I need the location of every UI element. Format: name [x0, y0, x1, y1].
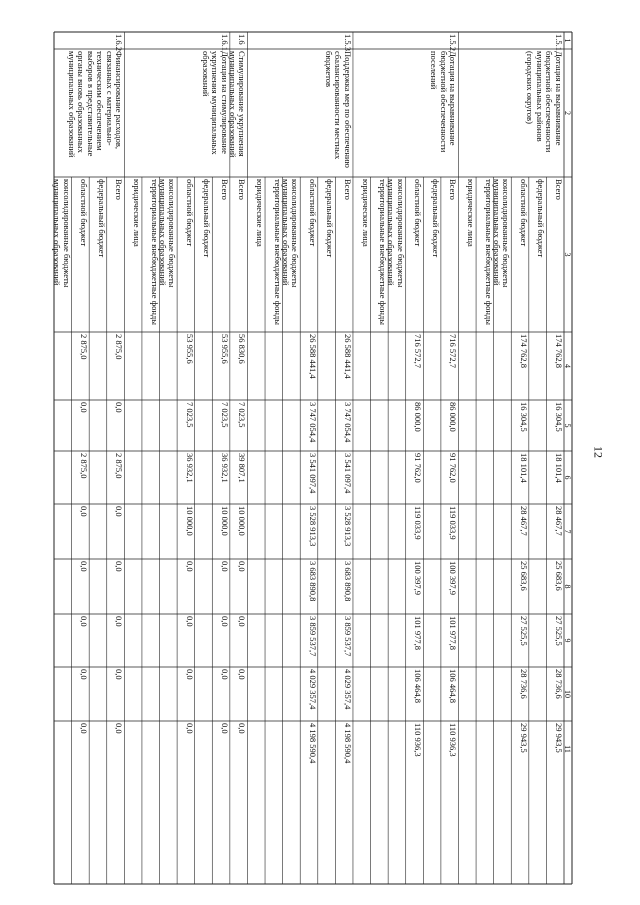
amount-cell: 0,0 — [237, 616, 248, 627]
amount-cell — [459, 504, 477, 559]
amount-cell: 0,0 — [237, 561, 248, 572]
amount-cell: 0,0 — [219, 669, 230, 680]
amount-cell — [476, 721, 494, 777]
amount-cell — [318, 667, 336, 721]
amount-cell — [142, 614, 160, 667]
amount-cell — [124, 614, 142, 667]
amount-cell: 28 736,6 — [554, 669, 564, 699]
amount-cell — [283, 400, 301, 451]
amount-cell: 0,0 — [237, 669, 248, 680]
amount-cell: 2 875,0 — [114, 334, 125, 360]
amount-cell — [423, 614, 441, 667]
funding-source: консолидированные бюджеты муниципальных образований — [280, 179, 301, 288]
amount-cell — [318, 721, 336, 777]
amount-cell — [371, 559, 389, 614]
amount-cell: 0,0 — [79, 506, 90, 517]
amount-cell — [388, 667, 406, 721]
amount-cell — [54, 504, 72, 559]
amount-cell — [529, 559, 547, 614]
amount-cell — [371, 400, 389, 451]
amount-cell — [195, 614, 213, 667]
amount-cell: 3 747 054,4 — [307, 402, 318, 443]
amount-cell — [160, 332, 178, 400]
row-code: 1.5.1 — [554, 34, 564, 51]
amount-cell: 4 198 590,4 — [342, 723, 353, 764]
amount-cell — [423, 332, 441, 400]
amount-cell — [247, 504, 265, 559]
amount-cell: 0,0 — [79, 616, 90, 627]
amount-cell — [353, 559, 371, 614]
amount-cell: 119 033,9 — [448, 506, 459, 540]
amount-cell — [283, 614, 301, 667]
amount-cell — [494, 504, 512, 559]
amount-cell — [318, 614, 336, 667]
funding-source: федеральный бюджет — [96, 179, 107, 258]
amount-cell: 100 397,9 — [413, 561, 424, 595]
amount-cell: 27 525,5 — [518, 616, 529, 646]
amount-cell: 27 525,5 — [554, 616, 564, 646]
amount-cell: 7 023,5 — [184, 402, 195, 428]
funding-source: федеральный бюджет — [536, 179, 547, 258]
amount-cell — [265, 504, 283, 559]
amount-cell: 3 859 537,7 — [307, 616, 318, 657]
amount-cell — [476, 559, 494, 614]
amount-cell — [283, 451, 301, 504]
amount-cell: 26 588 441,4 — [307, 334, 318, 379]
funding-source: консолидированные бюджеты муниципальных образований — [491, 179, 512, 288]
amount-cell: 174 762,8 — [554, 334, 564, 368]
amount-cell — [247, 400, 265, 451]
amount-cell — [54, 667, 72, 721]
funding-source: федеральный бюджет — [325, 179, 336, 258]
amount-cell — [353, 451, 371, 504]
amount-cell: 91 762,0 — [413, 453, 424, 483]
amount-cell: 0,0 — [219, 561, 230, 572]
amount-cell — [318, 559, 336, 614]
amount-cell: 3 683 890,8 — [342, 561, 353, 602]
amount-cell — [388, 504, 406, 559]
amount-cell — [459, 332, 477, 400]
amount-cell — [494, 332, 512, 400]
amount-cell — [371, 451, 389, 504]
amount-cell: 2 875,0 — [79, 453, 90, 479]
amount-cell — [388, 721, 406, 777]
amount-cell — [54, 332, 72, 400]
amount-cell — [283, 721, 301, 777]
funding-source: Всего — [554, 179, 564, 200]
funding-source: федеральный бюджет — [202, 179, 213, 258]
amount-cell — [195, 332, 213, 400]
amount-cell — [247, 667, 265, 721]
amount-cell — [124, 504, 142, 559]
amount-cell — [494, 559, 512, 614]
amount-cell: 10 000,0 — [219, 506, 230, 536]
amount-cell: 4 029 357,4 — [307, 669, 318, 710]
column-number-header: 5 — [563, 423, 573, 428]
amount-cell — [265, 667, 283, 721]
amount-cell: 0,0 — [79, 402, 90, 413]
amount-cell — [459, 667, 477, 721]
funding-source: юридические лица — [131, 179, 142, 247]
amount-cell: 0,0 — [184, 561, 195, 572]
column-number-header: 6 — [563, 475, 573, 480]
amount-cell — [353, 504, 371, 559]
amount-cell — [476, 667, 494, 721]
amount-cell — [318, 332, 336, 400]
amount-cell — [371, 614, 389, 667]
row-name: Дотации на стимулирование укрупнения муниципальных образований — [200, 51, 230, 155]
amount-cell — [265, 614, 283, 667]
funding-source: юридические лица — [255, 179, 266, 247]
amount-cell: 110 936,3 — [448, 723, 459, 757]
amount-cell: 3 541 097,4 — [307, 453, 318, 494]
column-number-header: 4 — [563, 364, 573, 368]
amount-cell: 36 932,1 — [184, 453, 195, 483]
amount-cell — [388, 451, 406, 504]
amount-cell — [195, 504, 213, 559]
amount-cell — [265, 721, 283, 777]
amount-cell: 0,0 — [79, 723, 90, 734]
row-code: 1.5.2 — [448, 34, 459, 51]
amount-cell: 716 572,7 — [448, 334, 459, 368]
amount-cell — [388, 332, 406, 400]
amount-cell: 28 467,7 — [518, 506, 529, 536]
funding-source: Всего — [219, 179, 230, 200]
funding-source: областной бюджет — [184, 179, 195, 247]
amount-cell — [494, 721, 512, 777]
amount-cell: 0,0 — [237, 723, 248, 734]
amount-cell — [89, 614, 107, 667]
amount-cell: 91 762,0 — [448, 453, 459, 483]
amount-cell: 3 747 054,4 — [342, 402, 353, 443]
amount-cell — [160, 451, 178, 504]
funding-source: Всего — [237, 179, 248, 200]
amount-cell: 2 875,0 — [114, 453, 125, 479]
amount-cell — [353, 614, 371, 667]
amount-cell — [247, 451, 265, 504]
amount-cell — [388, 614, 406, 667]
row-name: Дотация на выравнивание бюджетной обеспеченности поселений — [429, 51, 459, 153]
row-code: 1.6.2 — [114, 34, 125, 51]
amount-cell — [89, 504, 107, 559]
amount-cell: 25 683,6 — [518, 561, 529, 591]
amount-cell — [423, 559, 441, 614]
row-code: 1.5.3 — [342, 34, 353, 51]
amount-cell — [89, 332, 107, 400]
amount-cell — [459, 559, 477, 614]
amount-cell — [265, 400, 283, 451]
amount-cell — [195, 667, 213, 721]
amount-cell — [247, 614, 265, 667]
amount-cell: 0,0 — [114, 561, 125, 572]
column-number-header: 8 — [563, 584, 573, 589]
amount-cell — [124, 559, 142, 614]
funding-source: областной бюджет — [307, 179, 318, 247]
amount-cell: 106 464,8 — [448, 669, 459, 703]
amount-cell — [89, 400, 107, 451]
amount-cell — [459, 721, 477, 777]
amount-cell — [89, 559, 107, 614]
funding-source: территориальные внебюджетные фонды — [149, 179, 160, 325]
amount-cell — [160, 667, 178, 721]
amount-cell — [318, 504, 336, 559]
funding-source: областной бюджет — [413, 179, 424, 247]
amount-cell — [247, 332, 265, 400]
row-name: Финансирование расходов, связанных с материально-техническим обеспечением выборов в представительные органы вновь образованных муниципальных образований — [66, 51, 125, 158]
amount-cell: 716 572,7 — [413, 334, 424, 368]
amount-cell — [318, 451, 336, 504]
amount-cell: 106 464,8 — [413, 669, 424, 703]
amount-cell — [529, 614, 547, 667]
amount-cell — [318, 400, 336, 451]
page-number: 12 — [591, 446, 606, 458]
amount-cell: 86 000,0 — [448, 402, 459, 432]
column-number-header: 10 — [563, 690, 573, 698]
column-number-header: 9 — [563, 638, 573, 643]
amount-cell: 3 541 097,4 — [342, 453, 353, 494]
amount-cell: 110 936,3 — [413, 723, 424, 757]
amount-cell — [124, 451, 142, 504]
amount-cell — [142, 721, 160, 777]
amount-cell — [371, 667, 389, 721]
amount-cell: 0,0 — [219, 723, 230, 734]
amount-cell — [160, 721, 178, 777]
amount-cell: 56 830,6 — [237, 334, 248, 364]
funding-source: территориальные внебюджетные фонды — [272, 179, 283, 325]
amount-cell: 101 977,8 — [413, 616, 424, 650]
amount-cell — [89, 721, 107, 777]
amount-cell — [124, 667, 142, 721]
amount-cell: 0,0 — [79, 561, 90, 572]
amount-cell: 26 588 441,4 — [342, 334, 353, 379]
amount-cell — [476, 504, 494, 559]
funding-source: территориальные внебюджетные фонды — [378, 179, 389, 325]
amount-cell — [195, 721, 213, 777]
amount-cell: 0,0 — [114, 506, 125, 517]
amount-cell — [476, 451, 494, 504]
amount-cell — [388, 400, 406, 451]
amount-cell: 25 683,6 — [554, 561, 564, 591]
amount-cell — [423, 504, 441, 559]
amount-cell: 0,0 — [79, 669, 90, 680]
column-number-header: 11 — [563, 745, 573, 753]
row-code: 1.6 — [237, 34, 248, 45]
amount-cell — [283, 332, 301, 400]
amount-cell: 4 198 590,4 — [307, 723, 318, 764]
amount-cell — [283, 504, 301, 559]
amount-cell — [529, 332, 547, 400]
amount-cell — [265, 451, 283, 504]
amount-cell: 18 101,4 — [518, 453, 529, 483]
amount-cell: 0,0 — [114, 669, 125, 680]
amount-cell — [529, 667, 547, 721]
amount-cell — [160, 400, 178, 451]
amount-cell: 36 932,1 — [219, 453, 230, 483]
amount-cell: 86 000,0 — [413, 402, 424, 432]
amount-cell — [529, 721, 547, 777]
table-text-layer — [54, 32, 572, 884]
column-number-header: 7 — [563, 529, 573, 534]
amount-cell — [247, 721, 265, 777]
amount-cell: 100 397,9 — [448, 561, 459, 595]
funding-source: Всего — [342, 179, 353, 200]
column-number-header: 1 — [563, 38, 573, 43]
amount-cell — [195, 451, 213, 504]
amount-cell: 3 859 537,7 — [342, 616, 353, 657]
amount-cell — [459, 614, 477, 667]
amount-cell — [142, 504, 160, 559]
amount-cell — [54, 721, 72, 777]
amount-cell — [142, 559, 160, 614]
amount-cell — [353, 667, 371, 721]
amount-cell — [89, 667, 107, 721]
amount-cell — [423, 721, 441, 777]
amount-cell — [124, 400, 142, 451]
amount-cell — [195, 400, 213, 451]
amount-cell: 119 033,9 — [413, 506, 424, 540]
amount-cell: 18 101,4 — [554, 453, 564, 483]
amount-cell — [371, 332, 389, 400]
amount-cell: 174 762,8 — [518, 334, 529, 368]
funding-source: консолидированные бюджеты муниципальных образований — [52, 179, 72, 288]
amount-cell: 101 977,8 — [448, 616, 459, 650]
row-code: 1.6.1 — [219, 34, 230, 51]
amount-cell — [494, 667, 512, 721]
amount-cell — [124, 721, 142, 777]
row-name: Стимулирование укрупнения муниципальных образований — [227, 51, 248, 158]
funding-source: областной бюджет — [518, 179, 529, 247]
amount-cell: 10 000,0 — [237, 506, 248, 536]
funding-source: Всего — [448, 179, 459, 200]
amount-cell: 29 943,5 — [554, 723, 564, 753]
amount-cell — [142, 451, 160, 504]
amount-cell: 28 736,6 — [518, 669, 529, 699]
amount-cell: 7 023,5 — [219, 402, 230, 428]
amount-cell — [54, 451, 72, 504]
amount-cell: 16 304,5 — [554, 402, 564, 432]
funding-source: территориальные внебюджетные фонды — [483, 179, 494, 325]
amount-cell — [142, 400, 160, 451]
amount-cell — [54, 614, 72, 667]
amount-cell — [494, 400, 512, 451]
amount-cell — [265, 332, 283, 400]
amount-cell: 4 029 357,4 — [342, 669, 353, 710]
amount-cell: 0,0 — [114, 616, 125, 627]
amount-cell — [371, 504, 389, 559]
amount-cell — [476, 614, 494, 667]
funding-source: юридические лица — [360, 179, 371, 247]
column-number-header: 3 — [563, 252, 573, 257]
amount-cell — [247, 559, 265, 614]
amount-cell: 16 304,5 — [518, 402, 529, 432]
amount-cell: 28 467,7 — [554, 506, 564, 536]
amount-cell — [283, 559, 301, 614]
amount-cell: 53 955,6 — [219, 334, 230, 364]
amount-cell — [265, 559, 283, 614]
amount-cell — [423, 400, 441, 451]
amount-cell — [142, 332, 160, 400]
funding-source: юридические лица — [466, 179, 477, 247]
amount-cell — [283, 667, 301, 721]
amount-cell — [388, 559, 406, 614]
amount-cell — [353, 721, 371, 777]
funding-source: областной бюджет — [79, 179, 90, 247]
rotated-table-layer — [54, 32, 572, 884]
amount-cell: 3 528 913,3 — [342, 506, 353, 547]
amount-cell: 0,0 — [184, 723, 195, 734]
amount-cell: 53 955,6 — [184, 334, 195, 364]
amount-cell — [160, 559, 178, 614]
amount-cell — [124, 332, 142, 400]
budget-table — [54, 32, 572, 884]
funding-source: консолидированные бюджеты муниципальных образований — [157, 179, 178, 288]
amount-cell — [529, 400, 547, 451]
column-number-header: 2 — [563, 111, 573, 115]
amount-cell: 0,0 — [219, 616, 230, 627]
amount-cell — [494, 451, 512, 504]
row-name: Дотация на выравнивание бюджетной обеспеченности муниципальных районов (городских округов) — [525, 51, 564, 153]
amount-cell — [529, 451, 547, 504]
amount-cell — [494, 614, 512, 667]
amount-cell: 10 000,0 — [184, 506, 195, 536]
amount-cell — [89, 451, 107, 504]
amount-cell: 7 023,5 — [237, 402, 248, 428]
amount-cell — [423, 451, 441, 504]
amount-cell — [476, 400, 494, 451]
amount-cell: 0,0 — [184, 616, 195, 627]
amount-cell — [195, 559, 213, 614]
amount-cell: 29 943,5 — [518, 723, 529, 753]
amount-cell — [353, 400, 371, 451]
amount-cell: 0,0 — [114, 402, 125, 413]
amount-cell — [160, 504, 178, 559]
amount-cell — [353, 332, 371, 400]
amount-cell: 3 528 913,3 — [307, 506, 318, 547]
funding-source: Всего — [114, 179, 125, 200]
amount-cell — [54, 559, 72, 614]
amount-cell — [459, 451, 477, 504]
amount-cell — [160, 614, 178, 667]
funding-source: федеральный бюджет — [430, 179, 441, 258]
amount-cell — [142, 667, 160, 721]
amount-cell: 3 683 890,8 — [307, 561, 318, 602]
amount-cell: 39 807,1 — [237, 453, 248, 483]
amount-cell — [54, 400, 72, 451]
amount-cell — [476, 332, 494, 400]
amount-cell — [459, 400, 477, 451]
amount-cell — [529, 504, 547, 559]
amount-cell — [371, 721, 389, 777]
amount-cell: 0,0 — [184, 669, 195, 680]
amount-cell: 2 875,0 — [79, 334, 90, 360]
funding-source: консолидированные бюджеты муниципальных образований — [386, 179, 406, 288]
row-name: Поддержка мер по обеспечению сбалансированности местных бюджетов — [323, 51, 353, 168]
amount-cell: 0,0 — [114, 723, 125, 734]
amount-cell — [423, 667, 441, 721]
